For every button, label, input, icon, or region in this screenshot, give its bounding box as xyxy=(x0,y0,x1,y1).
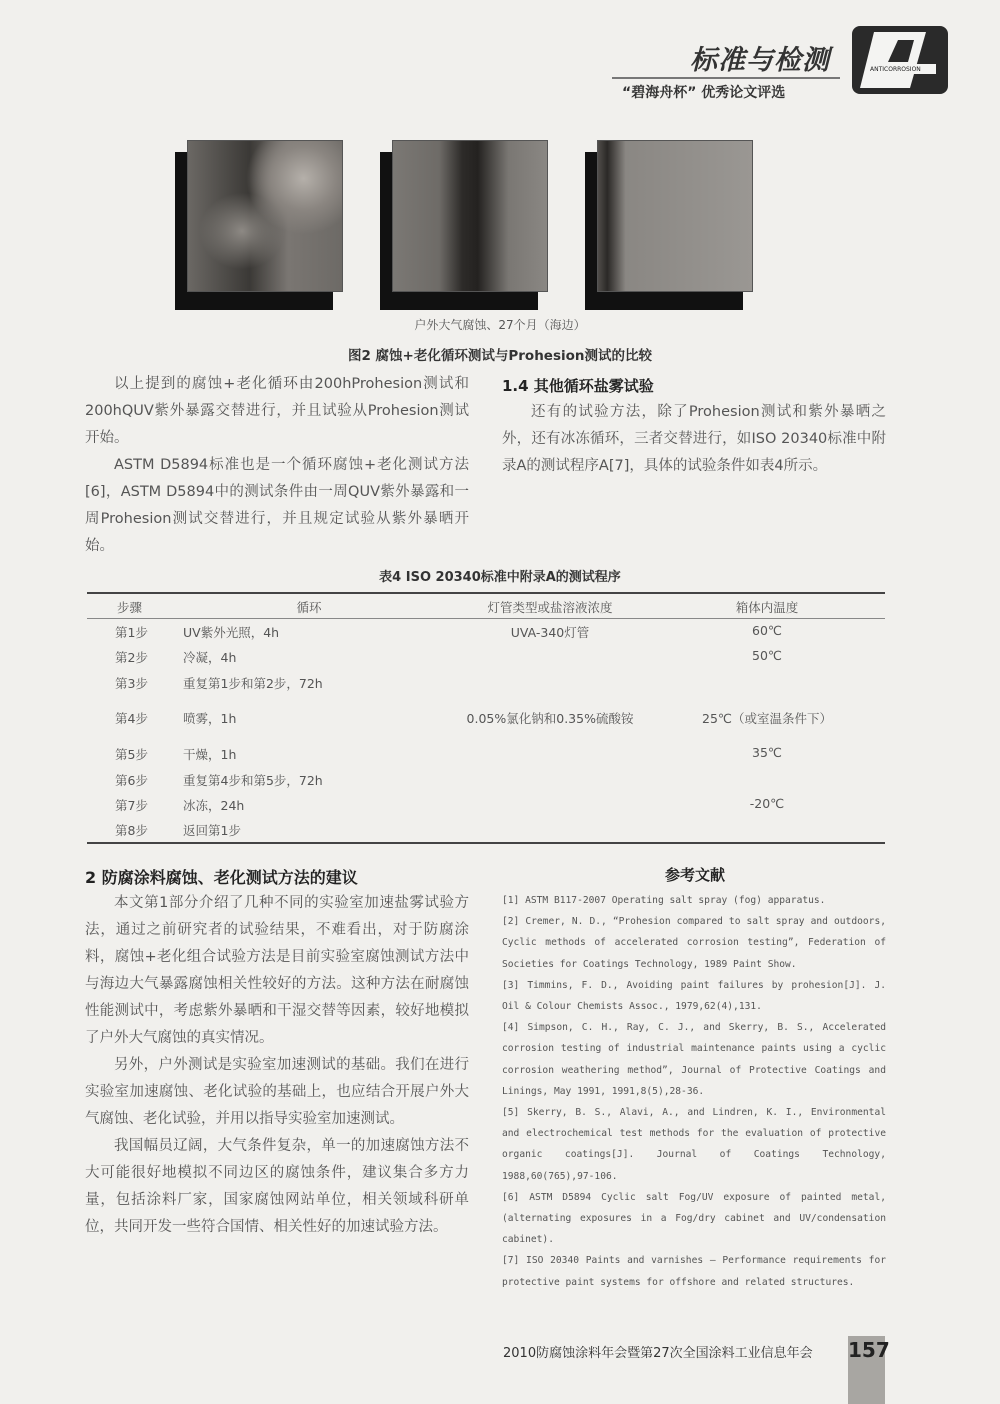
table-header-cell: 步骤 xyxy=(117,600,143,615)
figure-subcaption: 户外大气腐蚀、27个月（海边） xyxy=(414,318,586,332)
section2-text xyxy=(85,890,469,1241)
table-cell: UVA-340灯管 xyxy=(510,625,590,640)
reference-item: [7] ISO 20340 Paints and varnishes — Performance requirements for protective paint systems for offshore and related structures. xyxy=(502,1255,886,1288)
table-cell: 第3步 xyxy=(115,676,148,691)
reference-item: [5] Skerry, B. S., Alavi, A., and Lindren, K. I., Environmental and electrochemical test methods for the evaluation of protective organic coatings[J]. Journal of Coatings Technology, 1988,60(765),97-106. xyxy=(502,1107,886,1182)
section-heading-1-4: 1.4 其他循环盐雾试验 xyxy=(502,377,654,395)
header-divider xyxy=(612,77,840,79)
figure-photo-1 xyxy=(175,140,353,308)
table-cell: 重复第4步和第5步，72h xyxy=(183,773,323,788)
reference-item: [4] Simpson, C. H., Ray, C. J., and Skerry, B. S., Accelerated corrosion testing of industrial maintenance paints using a cyclic corrosion weathering method”, Journal of Protective Coatings and Linings, May 1991, 1991,8(5),28-36. xyxy=(502,1022,886,1097)
table-cell: 重复第1步和第2步，72h xyxy=(183,676,323,691)
paragraph: ASTM D5894标准也是一个循环腐蚀+老化测试方法[6]，ASTM D5894中的测试条件由一周QUV紫外暴露和一周Prohesion测试交替进行，并且规定试验从紫外暴晒开始。 xyxy=(85,457,469,554)
figure-photo-3 xyxy=(585,140,753,308)
table-cell: 第5步 xyxy=(115,747,148,762)
table-cell: 喷雾，1h xyxy=(183,711,237,726)
anticorrosion-logo xyxy=(852,26,948,94)
section-heading-2: 2 防腐涂料腐蚀、老化测试方法的建议 xyxy=(85,868,358,887)
paragraph: 另外，户外测试是实验室加速测试的基础。我们在进行实验室加速腐蚀、老化试验的基础上，也应结合开展户外大气腐蚀、老化试验，并用以指导实验室加速测试。 xyxy=(85,1057,469,1127)
reference-item: [3] Timmins, F. D., Avoiding paint failures by prohesion[J]. J. Oil & Colour Chemists Assoc., 1979,62(4),131. xyxy=(502,979,886,1013)
figure-photo-2 xyxy=(380,140,548,308)
table-caption: 表4 ISO 20340标准中附录A的测试程序 xyxy=(379,570,621,585)
table-cell: 50℃ xyxy=(752,648,782,663)
figure-caption: 图2 腐蚀+老化循环测试与Prohesion测试的比较 xyxy=(347,348,653,364)
references-list xyxy=(502,890,886,1293)
table-header-cell: 箱体内温度 xyxy=(735,600,799,615)
table-cell: 0.05%氯化钠和0.35%硫酸铵 xyxy=(466,711,634,726)
table-cell: 冷凝，4h xyxy=(183,650,237,665)
right-top-text xyxy=(502,399,886,480)
table-cell: 返回第1步 xyxy=(183,823,241,838)
table-header-cell: 循环 xyxy=(296,600,322,615)
paragraph: 还有的试验方法，除了Prohesion测试和紫外暴晒之外，还有冰冻循环，三者交替进行，如ISO 20340标准中附录A的测试程序A[7]，具体的试验条件如表4所示。 xyxy=(502,404,886,474)
table-cell: 第2步 xyxy=(115,650,148,665)
table-top-rule xyxy=(87,592,885,594)
page-number: 157 xyxy=(848,1338,890,1362)
reference-item: [2] Cremer, N. D., “Prohesion compared to salt spray and outdoors, Cyclic methods of accelerated corrosion testing”, Federation of Societies for Coatings Technology, 1989 Paint Show. xyxy=(502,916,886,970)
table-cell: 第1步 xyxy=(115,625,148,640)
reference-item: [1] ASTM B117-2007 Operating salt spray (fog) apparatus. xyxy=(502,895,826,906)
paragraph: 以上提到的腐蚀+老化循环由200hProhesion测试和200hQUV紫外暴露交替进行，并且试验从Prohesion测试开始。 xyxy=(85,376,469,446)
table-cell: 35℃ xyxy=(752,745,782,760)
table-cell: 第8步 xyxy=(115,823,148,838)
table-header-rule xyxy=(87,618,885,619)
left-top-text xyxy=(85,371,469,560)
table-cell: 干燥，1h xyxy=(183,747,237,762)
table-cell: 第4步 xyxy=(115,711,148,726)
section-title: 标准与检测 xyxy=(690,45,830,76)
table-header-cell: 灯管类型或盐溶液浓度 xyxy=(487,600,613,615)
table-cell: UV紫外光照，4h xyxy=(183,625,280,640)
table-cell: 25℃（或室温条件下） xyxy=(702,711,832,726)
footer-conference: 2010防腐蚀涂料年会暨第27次全国涂料工业信息年会 xyxy=(503,1346,813,1361)
logo-text: ANTICORROSION xyxy=(870,66,921,73)
table-bottom-rule xyxy=(87,842,885,844)
paragraph: 我国幅员辽阔，大气条件复杂，单一的加速腐蚀方法不大可能很好地模拟不同边区的腐蚀条件，建议集合多方力量，包括涂料厂家，国家腐蚀网站单位，相关领域科研单位，共同开发一些符合国情、相关性好的加速试验方法。 xyxy=(85,1138,469,1235)
table-cell: 60℃ xyxy=(752,623,782,638)
table-cell: 第7步 xyxy=(115,798,148,813)
header-subtitle: “碧海舟杯” 优秀论文评选 xyxy=(622,85,786,101)
table-cell: 第6步 xyxy=(115,773,148,788)
references-heading: 参考文献 xyxy=(664,866,725,884)
reference-item: [6] ASTM D5894 Cyclic salt Fog/UV exposure of painted metal, (alternating exposures in a Fog/dry cabinet and UV/condensation cabinet). xyxy=(502,1191,886,1246)
table-cell: -20℃ xyxy=(749,796,785,811)
table-cell: 冰冻，24h xyxy=(183,798,245,813)
paragraph: 本文第1部分介绍了几种不同的实验室加速盐雾试验方法，通过之前研究者的试验结果，不难看出，对于防腐涂料，腐蚀+老化组合试验方法是目前实验室腐蚀测试方法中与海边大气暴露腐蚀相关性较好的方法。这种方法在耐腐蚀性能测试中，考虑紫外暴晒和干湿交替等因素，较好地模拟了户外大气腐蚀的真实情况。 xyxy=(85,895,469,1046)
